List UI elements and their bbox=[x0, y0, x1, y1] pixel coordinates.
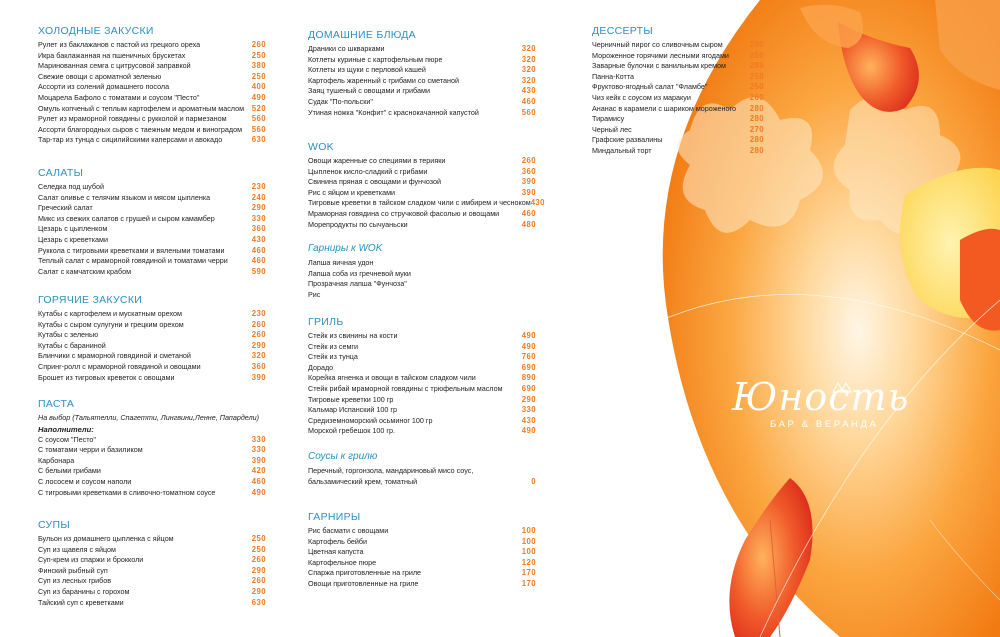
item-price: 250 bbox=[251, 50, 266, 60]
item-name: Микс из свежих салатов с грушей и сыром камамбер bbox=[38, 213, 215, 223]
menu-item bbox=[308, 373, 536, 384]
menu-item bbox=[38, 193, 266, 204]
menu-item bbox=[592, 125, 764, 136]
section-title: ГРИЛЬ bbox=[308, 316, 344, 328]
item-name: Овощи приготовленные на гриле bbox=[308, 578, 419, 588]
item-name: Спринг-ролл с мраморной говядиной и овощами bbox=[38, 361, 201, 371]
section-title: Гарниры к WOK bbox=[308, 243, 383, 254]
brand-name: Юность bbox=[732, 375, 910, 419]
menu-item bbox=[308, 526, 536, 537]
menu-item bbox=[38, 330, 266, 341]
item-price: 330 bbox=[251, 213, 266, 223]
item-name: Заварные булочки с ванильным кремом bbox=[592, 61, 726, 71]
item-name: Кутабы с зеленью bbox=[38, 330, 99, 340]
item-name: Икра баклажанная на пшеничных брускетах bbox=[38, 50, 186, 60]
section-wok bbox=[308, 140, 545, 230]
item-name: Стейк из семги bbox=[308, 341, 359, 351]
item-price: 490 bbox=[521, 341, 536, 351]
item-price: 290 bbox=[251, 586, 266, 596]
item-name: Ассорти из солений домашнего посола bbox=[38, 82, 170, 92]
item-name: Рис басмати с овощами bbox=[308, 526, 389, 535]
item-name: Свежие овощи с ароматной зеленью bbox=[38, 71, 162, 81]
item-name: Цыпленок кисло-сладкий с грибами bbox=[308, 166, 428, 176]
item-name: Драники со шкварками bbox=[308, 44, 385, 53]
menu-item bbox=[38, 114, 266, 125]
item-price: 690 bbox=[521, 362, 536, 372]
menu-item bbox=[38, 72, 266, 83]
item-price: 490 bbox=[521, 426, 536, 436]
menu-item bbox=[308, 156, 536, 167]
item-price: 230 bbox=[251, 309, 266, 318]
item-price: 420 bbox=[251, 466, 266, 476]
item-name: Рулет из баклажанов с пастой из грецкого ореха bbox=[38, 40, 201, 49]
item-price: 250 bbox=[749, 50, 764, 60]
item-price: 430 bbox=[521, 86, 536, 96]
item-price: 170 bbox=[521, 568, 536, 578]
menu-item bbox=[38, 309, 266, 320]
sauce-line: Перечный, горгонзола, мандариновый мисо соус, bbox=[308, 466, 474, 475]
menu-item bbox=[38, 182, 266, 193]
item-price: 690 bbox=[521, 383, 536, 393]
item-price: 250 bbox=[251, 71, 266, 81]
menu-item bbox=[38, 246, 266, 257]
menu-item bbox=[308, 537, 536, 548]
menu-item bbox=[592, 72, 764, 83]
item-name: Мороженное горячими лесными ягодами bbox=[592, 50, 729, 60]
item-price: 460 bbox=[521, 208, 536, 218]
item-price: 280 bbox=[749, 114, 764, 124]
item-name: Греческий салат bbox=[38, 203, 93, 213]
item-price: 260 bbox=[251, 555, 266, 565]
item-price: 400 bbox=[251, 82, 266, 92]
menu-item bbox=[38, 362, 266, 373]
menu-item bbox=[38, 51, 266, 62]
item-price: 250 bbox=[251, 544, 266, 554]
item-name: Салат с камчатским крабом bbox=[38, 266, 132, 276]
item-name: Черный лес bbox=[592, 124, 632, 134]
menu-item bbox=[308, 405, 536, 416]
item-name: Тар-тар из тунца с сицилийскими каперсами и авокадо bbox=[38, 135, 223, 145]
item-name: С томатами черри и базиликом bbox=[38, 445, 143, 455]
list-item: Рис bbox=[308, 289, 321, 299]
menu-item bbox=[38, 545, 266, 556]
item-price: 760 bbox=[521, 352, 536, 362]
menu-item bbox=[308, 331, 536, 342]
item-price: 560 bbox=[251, 114, 266, 124]
item-price: 250 bbox=[749, 82, 764, 92]
section-title: САЛАТЫ bbox=[38, 167, 84, 179]
section-title: ПАСТА bbox=[38, 398, 75, 410]
item-name: Морепродукты по сычуаньски bbox=[308, 219, 408, 229]
item-price: 490 bbox=[251, 487, 266, 497]
section-title: ГОРЯЧИЕ ЗАКУСКИ bbox=[38, 294, 143, 306]
menu-item bbox=[308, 209, 536, 220]
item-name: Цезарь с креветками bbox=[38, 234, 108, 244]
menu-item bbox=[38, 203, 266, 214]
item-price: 120 bbox=[521, 557, 536, 567]
item-price: 260 bbox=[251, 576, 266, 586]
item-price: 320 bbox=[251, 351, 266, 361]
menu-item bbox=[38, 82, 266, 93]
item-name: Кутабы с картофелем и мускатным орехом bbox=[38, 309, 182, 318]
item-price: 390 bbox=[251, 455, 266, 465]
item-name: Ассорти благородных сыров с таежным медом и виноградом bbox=[38, 124, 243, 134]
item-name: Тигровые креветки 100 гр bbox=[308, 394, 394, 404]
item-price: 100 bbox=[521, 536, 536, 546]
item-price: 490 bbox=[521, 331, 536, 340]
item-price: 250 bbox=[749, 71, 764, 81]
menu-item bbox=[38, 477, 266, 488]
item-name: Фруктово-ягодный салат "Фламбе" bbox=[592, 82, 708, 92]
section-title: Соусы к грилю bbox=[308, 451, 378, 462]
item-price: 290 bbox=[521, 394, 536, 404]
menu-item bbox=[38, 488, 266, 499]
item-name: Свинина пряная с овощами и фунчозой bbox=[308, 177, 442, 187]
menu-item bbox=[38, 135, 266, 146]
item-name: Графские развалины bbox=[592, 135, 663, 145]
item-price: 260 bbox=[521, 156, 536, 165]
item-name: Картофель жаренный с грибами со сметаной bbox=[308, 75, 460, 85]
item-price: 460 bbox=[251, 256, 266, 266]
section-pasta bbox=[38, 397, 266, 498]
item-price: 490 bbox=[251, 92, 266, 102]
menu-item bbox=[38, 125, 266, 136]
item-name: Морской гребешок 100 гр. bbox=[308, 426, 395, 436]
menu-item bbox=[308, 97, 536, 108]
menu-item bbox=[38, 341, 266, 352]
menu-item bbox=[38, 566, 266, 577]
brand-logo bbox=[732, 377, 909, 430]
menu-item bbox=[308, 86, 536, 97]
item-name: Теплый салат с мраморной говядиной и томатами черри bbox=[38, 256, 228, 266]
brand-subtitle: БАР & ВЕРАНДА bbox=[770, 419, 879, 430]
item-price: 290 bbox=[251, 340, 266, 350]
menu-item bbox=[38, 466, 266, 477]
item-name: Омуль копченый с теплым картофелем и ароматным маслом bbox=[38, 103, 245, 113]
menu-item bbox=[592, 114, 764, 125]
section-wok-garnish bbox=[308, 242, 536, 300]
item-price: 170 bbox=[521, 578, 536, 588]
item-name: Картофель бейби bbox=[308, 536, 368, 546]
item-name: Селедка под шубой bbox=[38, 182, 104, 191]
menu-item bbox=[308, 384, 536, 395]
section-desserts bbox=[592, 24, 764, 157]
item-price: 320 bbox=[521, 65, 536, 75]
item-price: 280 bbox=[749, 61, 764, 71]
section-title: ДЕССЕРТЫ bbox=[592, 25, 653, 37]
item-price: 330 bbox=[251, 445, 266, 455]
menu-item bbox=[592, 135, 764, 146]
menu-item bbox=[38, 61, 266, 72]
menu-item bbox=[38, 555, 266, 566]
item-price: 260 bbox=[749, 92, 764, 102]
menu-item bbox=[308, 188, 536, 199]
item-price: 320 bbox=[521, 75, 536, 85]
item-price: 390 bbox=[521, 177, 536, 187]
item-price: 560 bbox=[251, 124, 266, 134]
item-price: 360 bbox=[251, 361, 266, 371]
item-price: 360 bbox=[251, 224, 266, 234]
section-home-dishes bbox=[308, 28, 536, 118]
list-item: Прозрачная лапша "Фунчоза" bbox=[308, 279, 407, 289]
item-name: Суп-крем из спаржи и брокколи bbox=[38, 555, 144, 565]
item-name: Руккола с тигровыми креветками и вялеными томатами bbox=[38, 245, 225, 255]
item-name: Панна-Котта bbox=[592, 71, 635, 81]
menu-item bbox=[38, 40, 266, 51]
section-salads bbox=[38, 166, 266, 277]
item-name: Рулет из мраморной говядины с рукколой и пармезаном bbox=[38, 114, 227, 124]
item-name: Стейк рибай мраморной говядины с трюфельным маслом bbox=[308, 383, 503, 393]
section-title: ДОМАШНИЕ БЛЮДА bbox=[308, 29, 416, 41]
item-price: 230 bbox=[251, 182, 266, 191]
item-name: С тигровыми креветками в сливочно-томатном соусе bbox=[38, 487, 216, 497]
menu-item bbox=[592, 146, 764, 157]
item-name: Цезарь с цыпленком bbox=[38, 224, 108, 234]
menu-item bbox=[38, 267, 266, 278]
item-price: 290 bbox=[251, 565, 266, 575]
menu-item bbox=[38, 235, 266, 246]
section-cold-appetizers bbox=[38, 24, 266, 146]
item-price: 890 bbox=[521, 373, 536, 383]
item-price: 100 bbox=[521, 526, 536, 535]
menu-item bbox=[38, 224, 266, 235]
item-price: 240 bbox=[251, 192, 266, 202]
item-price: 330 bbox=[521, 405, 536, 415]
item-price: 630 bbox=[251, 135, 266, 145]
item-name: Тайский суп с креветками bbox=[38, 597, 124, 607]
item-name: Рис с яйцом и креветками bbox=[308, 187, 396, 197]
menu-item bbox=[38, 93, 266, 104]
item-name: Кутабы с сыром сулугуни и грецким орехом bbox=[38, 319, 184, 329]
item-name: Моцарела Бафоло с томатами и соусом "Песто" bbox=[38, 92, 200, 102]
item-name: Котлеты из щуки с перловой кашей bbox=[308, 65, 426, 75]
item-price: 430 bbox=[251, 234, 266, 244]
item-price: 460 bbox=[521, 96, 536, 106]
menu-item bbox=[38, 587, 266, 598]
item-name: Суп из баранины с горохом bbox=[38, 586, 130, 596]
item-name: С лососем и соусом наполи bbox=[38, 476, 132, 486]
pasta-fillings-label: Наполнители: bbox=[38, 424, 94, 434]
list-item: Лапша яичная удон bbox=[308, 258, 374, 267]
menu-item bbox=[592, 51, 764, 62]
menu-item bbox=[38, 598, 266, 609]
item-name: Суп из щавеля с яйцом bbox=[38, 544, 116, 554]
item-price: 460 bbox=[251, 245, 266, 255]
item-name: Корейка ягненка и овощи в тайском сладком чили bbox=[308, 373, 476, 383]
menu-item bbox=[38, 104, 266, 115]
section-hot-appetizers bbox=[38, 293, 266, 383]
menu-item bbox=[308, 177, 536, 188]
item-name: Черничный пирог со сливочным сыром bbox=[592, 40, 723, 49]
item-price: 520 bbox=[251, 103, 266, 113]
item-price: 430 bbox=[521, 415, 536, 425]
menu-item bbox=[38, 214, 266, 225]
section-title: ХОЛОДНЫЕ ЗАКУСКИ bbox=[38, 25, 154, 37]
item-name: Миндальный торт bbox=[592, 145, 652, 155]
item-name: Салат оливье с телячим языком и мясом цыпленка bbox=[38, 192, 211, 202]
menu-item bbox=[308, 352, 536, 363]
item-name: Стейк из тунца bbox=[308, 352, 358, 362]
item-price: 460 bbox=[251, 476, 266, 486]
item-price: 320 bbox=[521, 44, 536, 53]
menu-item bbox=[38, 256, 266, 267]
item-price: 280 bbox=[749, 145, 764, 155]
item-name: Блинчики с мраморной говядиной и сметаной bbox=[38, 351, 191, 361]
item-name: Маринованная семга с цитрусовой заправкой bbox=[38, 61, 191, 71]
menu-item bbox=[38, 445, 266, 456]
section-title: СУПЫ bbox=[38, 519, 70, 531]
menu-item bbox=[38, 456, 266, 467]
item-price: 430 bbox=[530, 198, 545, 208]
item-price: 480 bbox=[521, 219, 536, 229]
item-name: бальзамический крем, томатный bbox=[308, 476, 418, 486]
menu-item bbox=[38, 320, 266, 331]
section-title: ГАРНИРЫ bbox=[308, 511, 361, 523]
menu-item bbox=[592, 40, 764, 51]
item-price: 380 bbox=[251, 61, 266, 71]
item-price: 290 bbox=[749, 40, 764, 49]
item-price: 260 bbox=[251, 330, 266, 340]
menu-item bbox=[308, 55, 536, 66]
item-name: Картофельное пюре bbox=[308, 557, 377, 567]
section-soups bbox=[38, 518, 266, 608]
list-item: Лапша соба из гречневой муки bbox=[308, 268, 411, 278]
item-price: 100 bbox=[521, 547, 536, 557]
menu-item bbox=[308, 477, 536, 488]
menu-item bbox=[592, 61, 764, 72]
section-grill bbox=[308, 315, 536, 437]
menu-item bbox=[38, 373, 266, 384]
menu-item bbox=[308, 44, 536, 55]
item-name: Кутабы с бараниной bbox=[38, 340, 106, 350]
menu-item bbox=[308, 395, 536, 406]
item-price: 250 bbox=[251, 534, 266, 543]
item-name: Дорадо bbox=[308, 362, 334, 372]
item-name: Овощи жаренные со специями в терияки bbox=[308, 156, 446, 165]
item-name: Ананас в карамели с шариком мороженого bbox=[592, 103, 736, 113]
item-name: Цветная капуста bbox=[308, 547, 364, 557]
menu-item bbox=[592, 82, 764, 93]
menu-item bbox=[308, 579, 536, 590]
item-name: Заяц тушеный с овощами и грибами bbox=[308, 86, 430, 96]
item-name: Финский рыбный суп bbox=[38, 565, 108, 575]
item-name: Бульон из домашнего цыпленка с яйцом bbox=[38, 534, 174, 543]
menu-item bbox=[308, 568, 536, 579]
item-price: 590 bbox=[251, 266, 266, 276]
menu-item bbox=[308, 426, 536, 437]
item-price: 390 bbox=[521, 187, 536, 197]
item-name: Судак "По-польски" bbox=[308, 96, 373, 106]
item-name: Тигровые креветки в тайском сладком чили с имбирем и чесноком bbox=[308, 198, 531, 208]
section-title: WOK bbox=[308, 141, 334, 153]
item-name: Суп из лесных грибов bbox=[38, 576, 112, 586]
item-name: Кальмар Испанский 100 гр bbox=[308, 405, 398, 415]
section-grill-sauces bbox=[308, 450, 536, 487]
item-price: 560 bbox=[521, 107, 536, 117]
menu-item bbox=[308, 65, 536, 76]
item-price: 290 bbox=[251, 203, 266, 213]
item-price: 390 bbox=[251, 372, 266, 382]
item-name: Утиная ножка "Конфит" с краснокачанной капустой bbox=[308, 107, 479, 117]
item-price: 260 bbox=[251, 40, 266, 49]
item-price: 630 bbox=[251, 597, 266, 607]
item-name: Котлеты куриные с картофельным пюре bbox=[308, 54, 443, 64]
item-price: 270 bbox=[749, 124, 764, 134]
menu-item bbox=[308, 108, 536, 119]
item-price: 320 bbox=[521, 54, 536, 64]
menu-item bbox=[308, 220, 536, 231]
item-name: С белыми грибами bbox=[38, 466, 101, 476]
item-price: 360 bbox=[521, 166, 536, 176]
menu-item bbox=[308, 342, 536, 353]
menu-item bbox=[308, 198, 545, 209]
menu-item bbox=[38, 534, 266, 545]
item-price: 280 bbox=[749, 103, 764, 113]
item-price: 330 bbox=[251, 434, 266, 444]
item-name: Стейк из свинины на кости bbox=[308, 331, 398, 340]
pasta-choice-note: На выбор (Тальятелли, Спагетти, Лингвини,Ленне, Папардели) bbox=[38, 413, 260, 422]
menu-item bbox=[38, 351, 266, 362]
item-name: Брошет из тигровых креветок с овощами bbox=[38, 372, 175, 382]
item-name: С соусом "Песто" bbox=[38, 434, 96, 444]
menu-item bbox=[308, 416, 536, 427]
menu-item bbox=[308, 558, 536, 569]
item-price: 0 bbox=[531, 476, 536, 486]
item-name: Мраморная говядина со стручковой фасолью и овощами bbox=[308, 208, 500, 218]
item-name: Чиз кейк с соусом из маракуи bbox=[592, 92, 691, 102]
menu-item bbox=[308, 363, 536, 374]
menu-item bbox=[308, 167, 536, 178]
item-price: 260 bbox=[251, 319, 266, 329]
item-name: Средиземноморский осьминог 100 гр bbox=[308, 415, 433, 425]
menu-item bbox=[308, 76, 536, 87]
item-price: 280 bbox=[749, 135, 764, 145]
menu-item bbox=[308, 547, 536, 558]
menu-item bbox=[38, 435, 266, 446]
menu-item bbox=[592, 93, 764, 104]
item-name: Тирамису bbox=[592, 114, 625, 124]
section-garnish bbox=[308, 510, 536, 590]
item-name: Спаржа приготовленные на гриле bbox=[308, 568, 422, 578]
item-name: Карбонара bbox=[38, 455, 75, 465]
menu-item bbox=[38, 576, 266, 587]
menu-item bbox=[592, 104, 764, 115]
